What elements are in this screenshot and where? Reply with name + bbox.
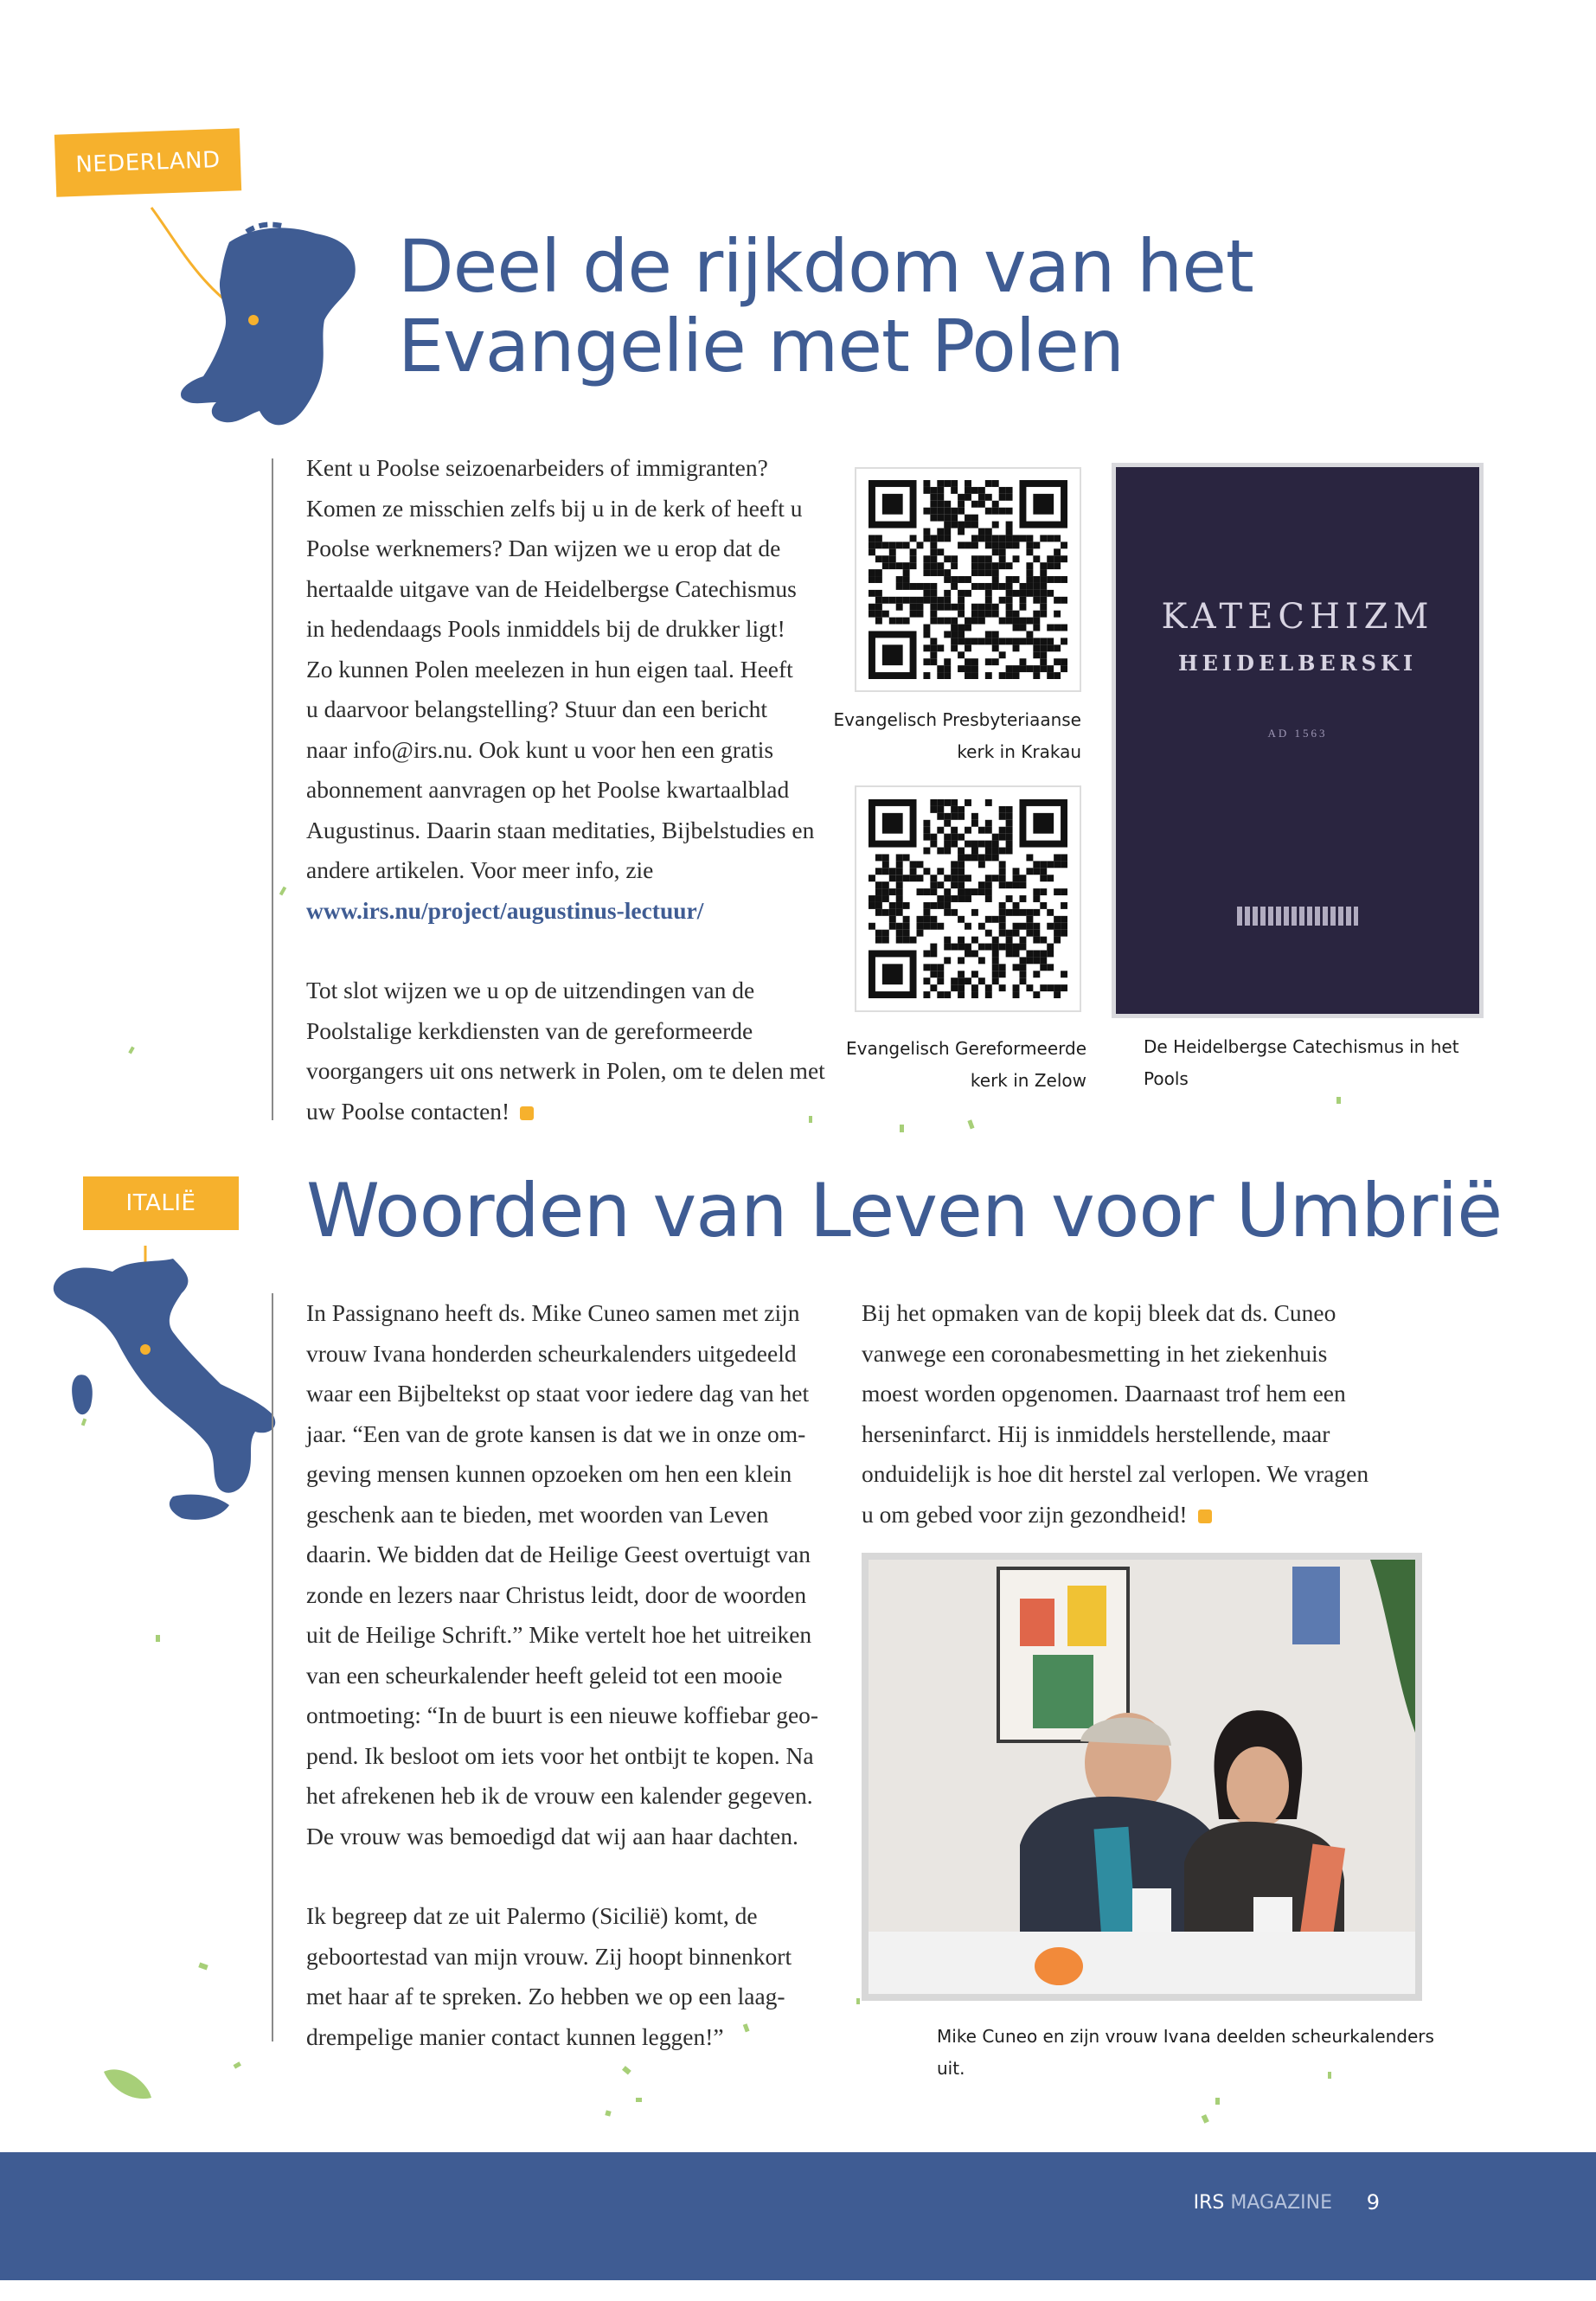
italy-col1-line: daarin. We bidden dat de Heilige Geest overtuigt van xyxy=(306,1541,811,1567)
netherlands-line: voorgangers uit ons netwerk in Polen, om te delen met xyxy=(306,1057,825,1084)
catechism-book-cover xyxy=(1112,463,1484,1018)
netherlands-title-line2: Evangelie met Polen xyxy=(398,304,1125,388)
italy-col1-line: geving mensen kunnen opzoeken om hen een klein xyxy=(306,1460,792,1487)
qr-code-icon xyxy=(869,480,1067,679)
netherlands-line: naar info@irs.nu. Ook kunt u voor hen een gratis xyxy=(306,735,774,763)
italy-col1-line: pend. Ik besloot om iets voor het ontbijt te kopen. Na xyxy=(306,1741,814,1769)
footer-brand-strong: IRS xyxy=(1193,2192,1225,2214)
italy-col1-line: met haar af te spreken. Zo hebben we op een laag- xyxy=(306,1983,785,2009)
italy-divider xyxy=(272,1293,273,2041)
italy-col2-line: onduidelijk is hoe dit herstel zal verlopen. We vragen xyxy=(862,1460,1369,1487)
footer-bar xyxy=(0,2152,1596,2280)
italy-col1-line: zonde en lezers naar Christus leidt, door de woorden xyxy=(306,1580,807,1608)
book-ornament-icon xyxy=(1237,907,1358,926)
italy-col2 xyxy=(862,1293,1415,1535)
italy-col1-line: geschenk aan te bieden, met woorden van Leven xyxy=(306,1500,769,1528)
book-subtitle: HEIDELBERSKI xyxy=(1177,651,1418,676)
cuneo-photo xyxy=(862,1553,1422,2001)
netherlands-line: Komen ze misschien zelfs bij u in de kerk of heeft u xyxy=(306,494,803,522)
italy-col1-line: jaar. “Een van de grote kansen is dat we in onze om- xyxy=(306,1420,806,1447)
italy-map-icon xyxy=(43,1220,294,1531)
netherlands-line: abonnement aanvragen op het Poolse kwartaalblad xyxy=(306,776,790,803)
italy-col1-line: Ik begreep dat ze uit Palermo (Sicilië) komt, de xyxy=(306,1902,758,1929)
book-caption: De Heidelbergse Catechismus in het Pools xyxy=(1144,1036,1459,1089)
augustinus-link[interactable]: www.irs.nu/project/augustinus-lectuur/ xyxy=(306,896,704,924)
italy-col1-line: drempelige manier contact kunnen leggen!” xyxy=(306,2022,724,2050)
netherlands-line: andere artikelen. Voor meer info, zie xyxy=(306,856,654,883)
footer-brand-light: MAGAZINE xyxy=(1230,2192,1332,2214)
italy-col1-line: uit de Heilige Schrift.” Mike vertelt hoe het uitreiken xyxy=(306,1621,812,1648)
italy-col1-line: De vrouw was bemoedigd dat wij aan haar dachten. xyxy=(306,1822,798,1849)
italy-col1-line: In Passignano heeft ds. Mike Cuneo samen met zijn xyxy=(306,1299,800,1326)
italy-col1-line: van een scheurkalender heeft geleid tot een mooie xyxy=(306,1661,783,1689)
netherlands-body xyxy=(306,448,843,1131)
italy-col2-line: herseninfarct. Hij is inmiddels herstellende, maar xyxy=(862,1420,1330,1447)
page-number: 9 xyxy=(1366,2190,1380,2214)
netherlands-map-icon xyxy=(143,190,376,441)
italy-col1-line: het afrekenen heb ik de vrouw een kalender gegeven. xyxy=(306,1782,813,1809)
qr-code-zelow[interactable] xyxy=(855,785,1081,1012)
end-mark-icon xyxy=(520,1106,534,1120)
qr-zelow-caption-line1: Evangelisch Gereformeerde xyxy=(846,1038,1086,1059)
netherlands-line: hertaalde uitgave van de Heidelbergse Catechismus xyxy=(306,574,797,602)
netherlands-line: Augustinus. Daarin staan meditaties, Bijbelstudies en xyxy=(306,816,815,843)
book-year: AD 1563 xyxy=(1267,727,1328,740)
netherlands-line: Tot slot wijzen we u op de uitzendingen van de xyxy=(306,977,755,1003)
netherlands-label: NEDERLAND xyxy=(54,128,241,196)
netherlands-line: uw Poolse contacten! xyxy=(306,1097,510,1125)
italy-col1-line: ontmoeting: “In de buurt is een nieuwe koffiebar geo- xyxy=(306,1702,819,1728)
qr-code-krakau[interactable] xyxy=(855,467,1081,692)
italy-col1 xyxy=(306,1293,843,2057)
italy-col2-line: Bij het opmaken van de kopij bleek dat ds. Cuneo xyxy=(862,1299,1336,1326)
netherlands-line: Poolstalige kerkdiensten van de gereformeerde xyxy=(306,1016,753,1044)
qr-zelow-caption xyxy=(830,1033,1086,1097)
footer-brand xyxy=(1194,2192,1332,2214)
netherlands-line: Zo kunnen Polen meelezen in hun eigen taal. Heeft xyxy=(306,655,793,683)
italy-col2-line: u om gebed voor zijn gezondheid! xyxy=(862,1500,1188,1528)
netherlands-line: Kent u Poolse seizoenarbeiders of immigranten? xyxy=(306,454,768,481)
italy-col1-line: waar een Bijbeltekst op staat voor iedere dag van het xyxy=(306,1380,810,1407)
netherlands-divider xyxy=(272,458,273,1120)
end-mark-icon xyxy=(1198,1509,1212,1523)
book-title: KATECHIZM xyxy=(1161,597,1434,637)
netherlands-line: u daarvoor belangstelling? Stuur dan een bericht xyxy=(306,695,768,722)
italy-col2-line: vanwege een coronabesmetting in het ziekenhuis xyxy=(862,1339,1328,1367)
netherlands-line: Poolse werknemers? Dan wijzen we u erop dat de xyxy=(306,535,781,561)
italy-col1-line: vrouw Ivana honderden scheurkalenders uitgedeeld xyxy=(306,1339,797,1367)
qr-krakau-caption-line2: kerk in Krakau xyxy=(957,741,1081,762)
photo-caption: Mike Cuneo en zijn vrouw Ivana deelden scheurkalenders uit. xyxy=(937,2026,1434,2079)
qr-krakau-caption-line1: Evangelisch Presbyteriaanse xyxy=(833,709,1081,730)
netherlands-line: in hedendaags Pools inmiddels bij de drukker ligt! xyxy=(306,615,785,642)
italy-col1-line: geboortestad van mijn vrouw. Zij hoopt binnenkort xyxy=(306,1942,792,1970)
italy-title: Woorden van Leven voor Umbrië xyxy=(306,1168,1503,1254)
cuneo-photo-image xyxy=(869,1560,1415,1994)
italy-label: ITALIË xyxy=(83,1176,239,1230)
netherlands-title xyxy=(398,224,1253,388)
qr-zelow-caption-line2: kerk in Zelow xyxy=(970,1070,1086,1091)
netherlands-title-line1: Deel de rijkdom van het xyxy=(398,224,1253,309)
qr-krakau-caption xyxy=(830,704,1081,768)
qr-code-icon xyxy=(869,799,1067,998)
italy-col2-line: moest worden opgenomen. Daarnaast trof hem een xyxy=(862,1380,1346,1407)
